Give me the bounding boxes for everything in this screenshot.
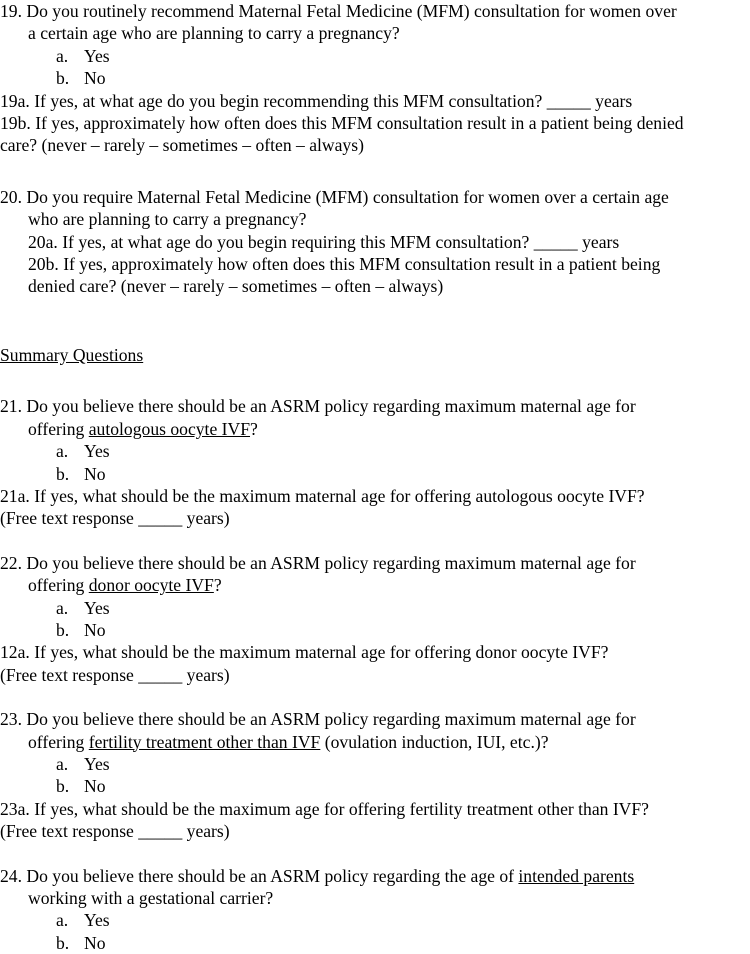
question-22-line2-suffix: ?: [213, 575, 222, 596]
question-22-option-a[interactable]: [0, 597, 750, 619]
question-23-line2-prefix: offering: [28, 731, 89, 752]
question-19-line1: Do you routinely recommend Maternal Fetal Medicine (MFM) consultation for women over: [26, 1, 677, 21]
question-19-option-b[interactable]: [0, 67, 750, 89]
option-marker: b.: [56, 776, 70, 797]
question-22-line1: Do you believe there should be an ASRM policy regarding maximum maternal age for: [26, 552, 636, 573]
question-20b-line2: denied care? (never – rarely – sometimes – often – always): [28, 276, 444, 297]
question-23a-text: 23a. If yes, what should be the maximum age for offering fertility treatment other than IVF?: [0, 798, 649, 819]
question-22-options: [0, 597, 750, 642]
question-21a-free-text: (Free text response _____ years): [0, 508, 230, 529]
option-marker: b.: [56, 463, 70, 484]
spacer: [0, 366, 750, 395]
question-24-line1-prefix: Do you believe there should be an ASRM policy regarding the age of: [26, 865, 519, 886]
option-marker: a.: [56, 45, 69, 66]
question-24-number: 24.: [0, 865, 22, 886]
option-label: Yes: [84, 597, 110, 618]
question-22-line2: [0, 574, 750, 596]
question-19-line2: a certain age who are planning to carry a pregnancy?: [28, 23, 400, 44]
question-21-option-b[interactable]: [0, 463, 750, 485]
question-22-sub-text: 12a. If yes, what should be the maximum maternal age for offering donor oocyte IVF?: [0, 642, 609, 663]
question-21-line1: Do you believe there should be an ASRM policy regarding maximum maternal age for: [26, 396, 636, 417]
question-19-text: [0, 0, 750, 22]
question-22-text: [0, 552, 750, 574]
question-19-number: 19.: [0, 1, 22, 21]
question-23-option-a[interactable]: [0, 753, 750, 775]
question-23-line2: [0, 731, 750, 753]
question-22-line2-prefix: offering: [28, 575, 89, 596]
question-22: [0, 552, 750, 686]
question-22-number: 22.: [0, 552, 22, 573]
question-24-text: [0, 865, 750, 887]
spacer: [0, 843, 750, 865]
option-label: No: [84, 463, 106, 484]
question-23-number: 23.: [0, 709, 22, 730]
spacer: [0, 157, 750, 186]
option-label: No: [84, 68, 106, 89]
question-21-line2: [0, 418, 750, 440]
question-20-line2: who are planning to carry a pregnancy?: [28, 209, 307, 230]
question-24-option-b[interactable]: [0, 932, 750, 954]
option-marker: b.: [56, 932, 70, 953]
question-20a-text: 20a. If yes, at what age do you begin requiring this MFM consultation? _____ years: [28, 231, 620, 252]
spacer: [0, 530, 750, 552]
option-label: No: [84, 932, 106, 953]
question-23: [0, 708, 750, 842]
question-19b-line1: 19b. If yes, approximately how often does this MFM consultation result in a patient being denied: [0, 113, 684, 134]
spacer: [0, 298, 750, 344]
question-23a-free-text: (Free text response _____ years): [0, 821, 230, 842]
question-20b-line1: 20b. If yes, approximately how often does this MFM consultation result in a patient being: [28, 254, 661, 275]
option-label: Yes: [84, 910, 110, 931]
question-23-line1: Do you believe there should be an ASRM policy regarding maximum maternal age for: [26, 709, 636, 730]
question-23-text: [0, 708, 750, 730]
question-20-line1: Do you require Maternal Fetal Medicine (MFM) consultation for women over a certain age: [26, 186, 669, 207]
question-23-line2-suffix: (ovulation induction, IUI, etc.)?: [320, 731, 549, 752]
question-21a-text: 21a. If yes, what should be the maximum maternal age for offering autologous oocyte IVF?: [0, 485, 645, 506]
option-label: Yes: [84, 753, 110, 774]
section-heading: Summary Questions: [0, 344, 144, 365]
option-label: Yes: [84, 45, 110, 66]
summary-questions-section: [0, 344, 750, 366]
question-22-option-b[interactable]: [0, 619, 750, 641]
question-24-underlined-term: intended parents: [518, 865, 635, 886]
question-24-option-a[interactable]: [0, 909, 750, 931]
option-label: Yes: [84, 441, 110, 462]
question-20-text: [0, 186, 750, 208]
option-marker: a.: [56, 597, 69, 618]
option-marker: a.: [56, 441, 69, 462]
question-19-option-a[interactable]: [0, 45, 750, 67]
question-22-underlined-term: donor oocyte IVF: [88, 575, 214, 596]
option-marker: a.: [56, 753, 69, 774]
question-19-options: [0, 45, 750, 90]
question-23-option-b[interactable]: [0, 775, 750, 797]
question-21-underlined-term: autologous oocyte IVF: [88, 418, 251, 439]
question-24-line2: working with a gestational carrier?: [28, 888, 274, 908]
option-marker: b.: [56, 68, 70, 89]
question-21: [0, 395, 750, 529]
question-21-line2-suffix: ?: [250, 418, 258, 439]
question-21-number: 21.: [0, 396, 22, 417]
question-21-text: [0, 395, 750, 417]
question-21-line2-prefix: offering: [28, 418, 89, 439]
option-marker: a.: [56, 910, 69, 931]
question-21-option-a[interactable]: [0, 440, 750, 462]
question-20-number: 20.: [0, 186, 22, 207]
question-21-options: [0, 440, 750, 485]
question-23-options: [0, 753, 750, 798]
question-22-sub-free-text: (Free text response _____ years): [0, 664, 230, 685]
option-label: No: [84, 619, 106, 640]
option-marker: b.: [56, 619, 70, 640]
question-19a-text: 19a. If yes, at what age do you begin recommending this MFM consultation? _____ years: [0, 90, 633, 111]
question-19b-line2: care? (never – rarely – sometimes – often – always): [0, 135, 364, 156]
question-20: [0, 186, 750, 298]
spacer: [0, 686, 750, 708]
question-24: [0, 865, 750, 954]
question-19: [0, 0, 750, 157]
option-label: No: [84, 776, 106, 797]
question-23-underlined-term: fertility treatment other than IVF: [88, 731, 321, 752]
